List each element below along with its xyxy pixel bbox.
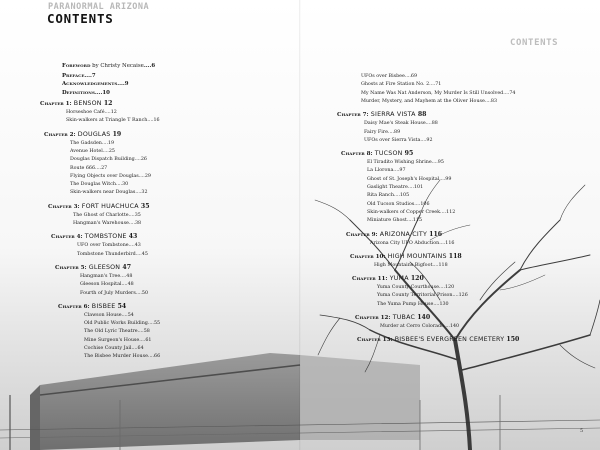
toc-entry[interactable]: Clawson House....54: [84, 312, 134, 318]
toc-entry[interactable]: Daisy Mae's Steak House....88: [364, 121, 438, 127]
toc-entry[interactable]: Gaslight Theatre....101: [367, 185, 424, 190]
toc-entry[interactable]: The Old Lyric Theatre....58: [84, 329, 150, 335]
chapter-title: TUBAC: [390, 314, 416, 321]
toc-entry[interactable]: Ghosts at Fire Station No. 2....71: [361, 82, 442, 88]
toc-entry[interactable]: Cochise County Jail....64: [84, 346, 144, 351]
front-matter-label: Preface: [62, 73, 85, 79]
chapter-page: 140: [415, 314, 431, 321]
page-gutter: [299, 0, 301, 450]
chapter-page: 43: [126, 233, 138, 241]
toc-chapter[interactable]: [337, 111, 426, 118]
chapter-page: 12: [101, 100, 113, 107]
chapter-number: Chapter 9:: [346, 231, 378, 238]
chapter-page: 118: [446, 252, 462, 260]
toc-entry[interactable]: Rita Ranch....105: [367, 193, 410, 199]
toc-chapter[interactable]: [44, 131, 121, 138]
toc-entry[interactable]: My Name Was Nat Anderson, My Murder Is Still Unsolved....74: [361, 90, 516, 96]
toc-entry[interactable]: Horseshoe Café....12: [66, 110, 117, 115]
toc-entry[interactable]: Fairy Fire....89: [364, 129, 401, 135]
front-matter-page: ....9: [117, 81, 129, 87]
toc-entry[interactable]: Hangman's Warehouse....38: [73, 221, 142, 226]
toc-chapter[interactable]: [352, 275, 424, 282]
toc-chapter[interactable]: [341, 150, 413, 157]
toc-entry[interactable]: The Yuma Pump House....130: [377, 301, 449, 307]
front-matter-page: ....7: [84, 73, 96, 79]
toc-entry[interactable]: UFO over Tombstone....43: [77, 243, 141, 249]
chapter-title: ARIZONA CITY: [377, 230, 427, 238]
chapter-page: 54: [115, 302, 127, 310]
toc-chapter[interactable]: [355, 314, 430, 321]
toc-entry[interactable]: Mine Surgeon's House....61: [84, 337, 152, 343]
chapter-title: BENSON: [71, 100, 102, 107]
toc-entry[interactable]: Skin-walkers near Douglas....32: [70, 190, 148, 196]
toc-chapter[interactable]: [58, 303, 126, 310]
toc-entry[interactable]: Hangman's Tree....48: [80, 273, 133, 279]
toc-entry[interactable]: Douglas Dispatch Building....26: [70, 157, 147, 163]
chapter-page: 120: [408, 275, 424, 283]
toc-entry[interactable]: UFOs over Bisbee....69: [361, 74, 418, 79]
toc-entry[interactable]: Yuma County Courthouse....120: [377, 285, 455, 291]
running-head: CONTENTS: [510, 38, 559, 48]
toc-entry[interactable]: The Gadsden....19: [70, 140, 115, 146]
toc-entry[interactable]: Yuma County Territorial Prison....126: [377, 293, 468, 299]
toc-entry[interactable]: Murder, Mystery, and Mayhem at the Oliver House....83: [361, 98, 498, 104]
toc-entry[interactable]: Flying Objects over Douglas....29: [70, 173, 151, 179]
toc-chapter[interactable]: [346, 231, 442, 238]
front-matter-item[interactable]: [62, 73, 96, 79]
toc-entry[interactable]: The Douglas Witch....30: [70, 182, 129, 188]
chapter-number: Chapter 13:: [357, 337, 393, 344]
chapter-number: Chapter 8:: [341, 151, 373, 158]
toc-chapter[interactable]: [350, 253, 462, 260]
front-matter-page: ....6: [143, 63, 156, 69]
chapter-number: Chapter 6:: [58, 303, 90, 310]
toc-entry[interactable]: The Bisbee Murder House....66: [84, 354, 161, 360]
chapter-title: BISBEE'S EVERGREEN CEMETERY: [392, 336, 505, 344]
chapter-title: TOMBSTONE: [82, 233, 127, 241]
toc-entry[interactable]: Fourth of July Murders....50: [80, 290, 149, 296]
chapter-page: 150: [504, 336, 520, 344]
toc-entry[interactable]: El Tiradito Wishing Shrine....95: [367, 160, 444, 166]
toc-chapter[interactable]: [55, 264, 131, 271]
chapter-number: Chapter 1:: [40, 101, 72, 107]
chapter-number: Chapter 7:: [337, 112, 369, 119]
front-matter-detail: by Christy Necaise: [90, 63, 144, 69]
front-matter-item[interactable]: [62, 90, 110, 96]
toc-entry[interactable]: Route 666....27: [70, 165, 108, 171]
toc-chapter[interactable]: [357, 336, 519, 343]
front-matter-item[interactable]: [62, 63, 155, 69]
front-matter-item[interactable]: [62, 81, 129, 87]
front-matter-label: Foreword: [62, 63, 91, 69]
chapter-number: Chapter 12:: [355, 315, 391, 321]
chapter-number: Chapter 10:: [350, 253, 386, 260]
chapter-page: 88: [415, 111, 427, 119]
front-matter-label: Acknowledgements: [62, 81, 118, 87]
chapter-title: FORT HUACHUCA: [79, 202, 139, 210]
toc-entry[interactable]: Miniature Ghost....115: [367, 218, 423, 224]
toc-entry[interactable]: Murder at Cerro Colorado....140: [380, 324, 460, 329]
contents-heading: CONTENTS: [47, 11, 114, 26]
toc-chapter[interactable]: [40, 100, 112, 107]
toc-entry[interactable]: High Mountains Bigfoot....118: [374, 262, 448, 268]
chapter-number: Chapter 3:: [48, 203, 80, 210]
chapter-page: 47: [120, 263, 131, 271]
toc-entry[interactable]: Gleeson Hospital....48: [80, 282, 134, 288]
chapter-title: SIERRA VISTA: [368, 111, 416, 119]
toc-entry[interactable]: Arizona City UFO Abduction....116: [370, 240, 455, 246]
toc-entry[interactable]: Skin-walkers of Copper Creek....112: [367, 209, 456, 215]
toc-chapter[interactable]: [51, 233, 137, 240]
chapter-title: BISBEE: [89, 302, 116, 310]
chapter-page: 95: [402, 150, 414, 158]
chapter-number: Chapter 5:: [55, 264, 87, 271]
chapter-title: TUCSON: [372, 150, 403, 158]
chapter-page: 35: [138, 202, 150, 210]
chapter-number: Chapter 11:: [352, 276, 388, 283]
series-title: PARANORMAL ARIZONA: [48, 2, 150, 12]
toc-entry[interactable]: Tombstone Thunderbird....45: [77, 251, 148, 257]
chapter-title: DOUGLAS: [75, 130, 111, 138]
page-number: 5: [580, 428, 584, 434]
chapter-number: Chapter 2:: [44, 131, 76, 138]
toc-entry[interactable]: Ghost of St. Joseph's Hospital....99: [367, 176, 452, 182]
toc-entry[interactable]: Old Tucson Studios....106: [367, 201, 430, 207]
chapter-page: 19: [110, 130, 122, 138]
chapter-title: GLEESON: [86, 263, 121, 271]
toc-entry[interactable]: Skin-walkers at Triangle T Ranch....16: [66, 118, 160, 124]
toc-entry[interactable]: The Ghost of Charlotte....35: [73, 212, 141, 218]
toc-entry[interactable]: La Llorona....97: [367, 168, 406, 174]
toc-entry[interactable]: UFOs over Sierra Vista....92: [364, 137, 433, 143]
front-matter-page: ....10: [94, 90, 110, 96]
toc-chapter[interactable]: [48, 203, 150, 210]
front-matter-label: Definitions: [62, 90, 95, 96]
chapter-title: HIGH MOUNTAINS: [385, 252, 447, 260]
chapter-title: YUMA: [387, 275, 409, 283]
chapter-number: Chapter 4:: [51, 234, 83, 241]
toc-entry[interactable]: Avenue Hotel....25: [70, 148, 115, 154]
chapter-page: 116: [427, 230, 443, 238]
toc-entry[interactable]: Old Public Works Building....55: [84, 321, 161, 327]
